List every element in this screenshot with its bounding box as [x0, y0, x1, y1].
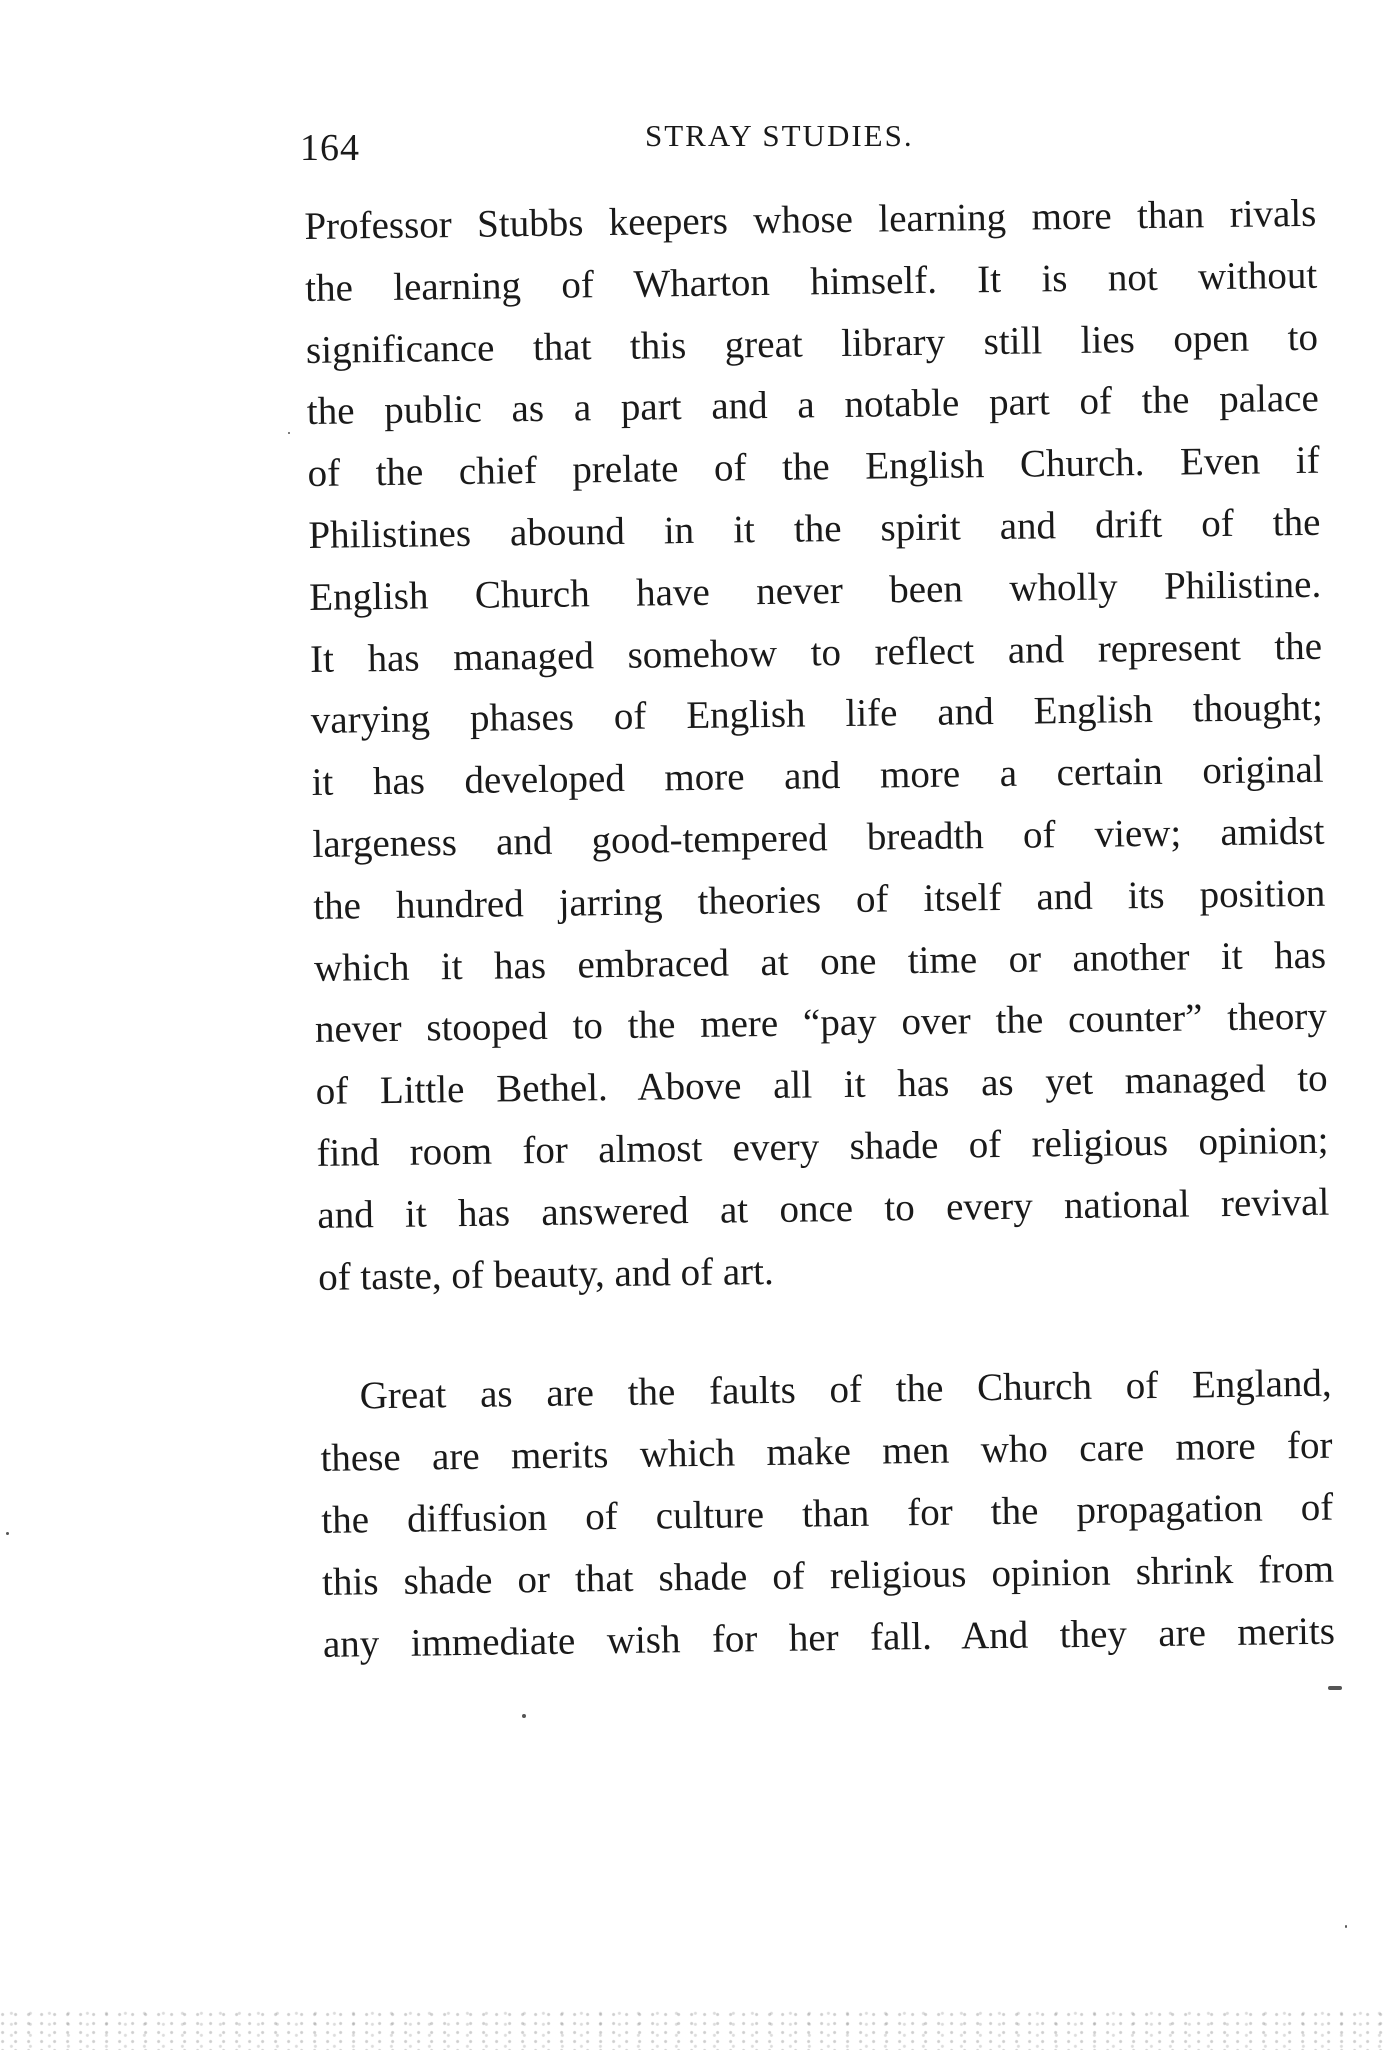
- print-speck: [6, 1532, 9, 1535]
- text-line: and it has answered at once to every national revival: [317, 1180, 1330, 1237]
- text-line: never stooped to the mere “pay over the counter” theory: [314, 995, 1328, 1052]
- text-line: the diffusion of culture than for the propagation of: [321, 1485, 1334, 1542]
- text-line: of Little Bethel. Above all it has as yet managed to: [315, 1056, 1328, 1114]
- text-line: of the chief prelate of the English Church. Even if: [307, 438, 1320, 496]
- text-line: any immediate wish for her fall. And they are merits: [322, 1609, 1336, 1666]
- text-line: of taste, of beauty, and of art.: [317, 1249, 774, 1299]
- text-line: largeness and good-tempered breadth of view; amidst: [312, 809, 1325, 866]
- scan-edge-noise: [0, 2010, 1388, 2050]
- print-speck: [1328, 1686, 1342, 1690]
- text-line: varying phases of English life and English thought;: [310, 686, 1324, 743]
- text-line: which it has embraced at one time or another it has: [313, 933, 1327, 990]
- print-speck: [288, 432, 290, 434]
- text-line: English Church have never been wholly Philistine.: [308, 562, 1322, 619]
- text-line: significance that this great library still lies open to: [305, 315, 1319, 372]
- text-line: it has developed more and more a certain original: [311, 747, 1324, 805]
- running-head: STRAY STUDIES.: [645, 118, 914, 153]
- page-number: 164: [300, 127, 360, 169]
- paragraph-1: [304, 183, 1330, 1308]
- print-speck: [522, 1714, 526, 1718]
- body-text: [304, 183, 1335, 1675]
- text-line: Great as are the faults of the Church of England,: [359, 1361, 1332, 1418]
- text-line: Professor Stubbs keepers whose learning more than rivals: [304, 191, 1317, 248]
- text-line: the learning of Wharton himself. It is not without: [304, 253, 1318, 310]
- text-line: the public as a part and a notable part of the palace: [306, 377, 1320, 434]
- text-line: It has managed somehow to reflect and represent the: [309, 624, 1323, 681]
- text-line: find room for almost every shade of religious opinion;: [316, 1118, 1329, 1175]
- page-header: [300, 118, 1340, 168]
- text-line: Philistines abound in it the spirit and drift of the: [308, 500, 1321, 557]
- paragraph-2: [319, 1353, 1335, 1675]
- print-speck: [1345, 1925, 1347, 1928]
- text-line: these are merits which make men who care more for: [320, 1423, 1333, 1481]
- text-line: this shade or that shade of religious opinion shrink from: [321, 1547, 1335, 1604]
- text-line: the hundred jarring theories of itself and its position: [313, 871, 1326, 928]
